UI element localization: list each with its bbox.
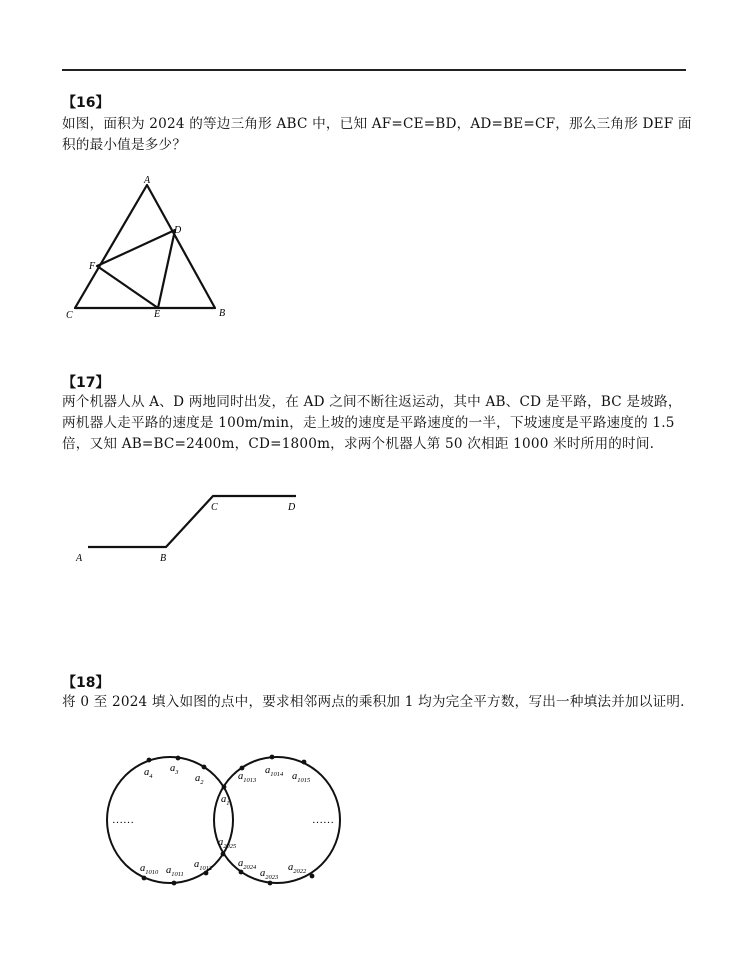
dot bbox=[240, 766, 245, 771]
ellipsis-right: …… bbox=[312, 814, 334, 826]
dot bbox=[310, 874, 315, 879]
dot bbox=[147, 758, 152, 763]
label-b: B bbox=[219, 308, 226, 319]
path-figure bbox=[70, 485, 310, 570]
dot bbox=[142, 876, 147, 881]
question-17-number: 【17】 bbox=[62, 375, 110, 391]
circles-figure bbox=[100, 750, 360, 890]
label-a1013: $a_{1013}$ bbox=[238, 771, 257, 784]
label-a2025: $a_{2025}$ bbox=[218, 837, 237, 850]
question-18-text: 将 0 至 2024 填入如图的点中，要求相邻两点的乘积加 1 均为完全平方数，写出一种填法并加以证明. bbox=[62, 694, 685, 710]
label-e: E bbox=[154, 309, 161, 320]
question-16-number: 【16】 bbox=[62, 95, 110, 111]
dot bbox=[302, 760, 307, 765]
label-c: C bbox=[66, 310, 73, 321]
label-a: A bbox=[76, 553, 83, 564]
header-rule bbox=[62, 69, 686, 71]
label-a1015: $a_{1015}$ bbox=[292, 771, 311, 784]
dot bbox=[176, 756, 181, 761]
label-a2024: $a_{2024}$ bbox=[238, 858, 257, 871]
label-f: F bbox=[89, 261, 96, 272]
label-a2022: $a_{2022}$ bbox=[288, 862, 307, 875]
label-b: B bbox=[160, 553, 167, 564]
dot bbox=[222, 785, 227, 790]
label-a2: $a_2$ bbox=[195, 773, 204, 786]
dot bbox=[172, 881, 177, 886]
label-d: D bbox=[288, 502, 296, 513]
question-17-text: 两个机器人从 A、D 两地同时出发，在 AD 之间不断往返运动，其中 AB、CD 是平路，BC 是坡路，两机器人走平路的速度是 100m/min，走上坡的速度是平路速度的一半，下坡速度是平路速度的 1.5 倍，又知 AB=BC=2400m，CD=1800m，求两个机器人第 50 次相距 1000 米时所用的时间. bbox=[62, 394, 682, 452]
label-a1012: $a_{1012}$ bbox=[194, 859, 213, 872]
triangle-figure bbox=[60, 170, 240, 325]
label-d: D bbox=[174, 225, 182, 236]
dot bbox=[268, 881, 273, 886]
label-a1010: $a_{1010}$ bbox=[140, 863, 159, 876]
label-c: C bbox=[211, 502, 218, 513]
question-16-text: 如图，面积为 2024 的等边三角形 ABC 中，已知 AF=CE=BD，AD=BE=CF，那么三角形 DEF 面积的最小值是多少？ bbox=[62, 116, 692, 153]
dot bbox=[221, 852, 226, 857]
dot bbox=[202, 765, 207, 770]
label-a2023: $a_{2023}$ bbox=[260, 868, 279, 881]
ellipsis-left: …… bbox=[112, 814, 134, 826]
label-a1014: $a_{1014}$ bbox=[265, 765, 284, 778]
label-a4: $a_4$ bbox=[144, 767, 153, 780]
dot bbox=[270, 755, 275, 760]
label-a3: $a_3$ bbox=[170, 763, 179, 776]
question-18-number: 【18】 bbox=[62, 675, 110, 691]
label-a1: $a_1$ bbox=[221, 794, 230, 807]
label-a1011: $a_{1011}$ bbox=[166, 865, 184, 878]
label-a: A bbox=[144, 175, 151, 186]
